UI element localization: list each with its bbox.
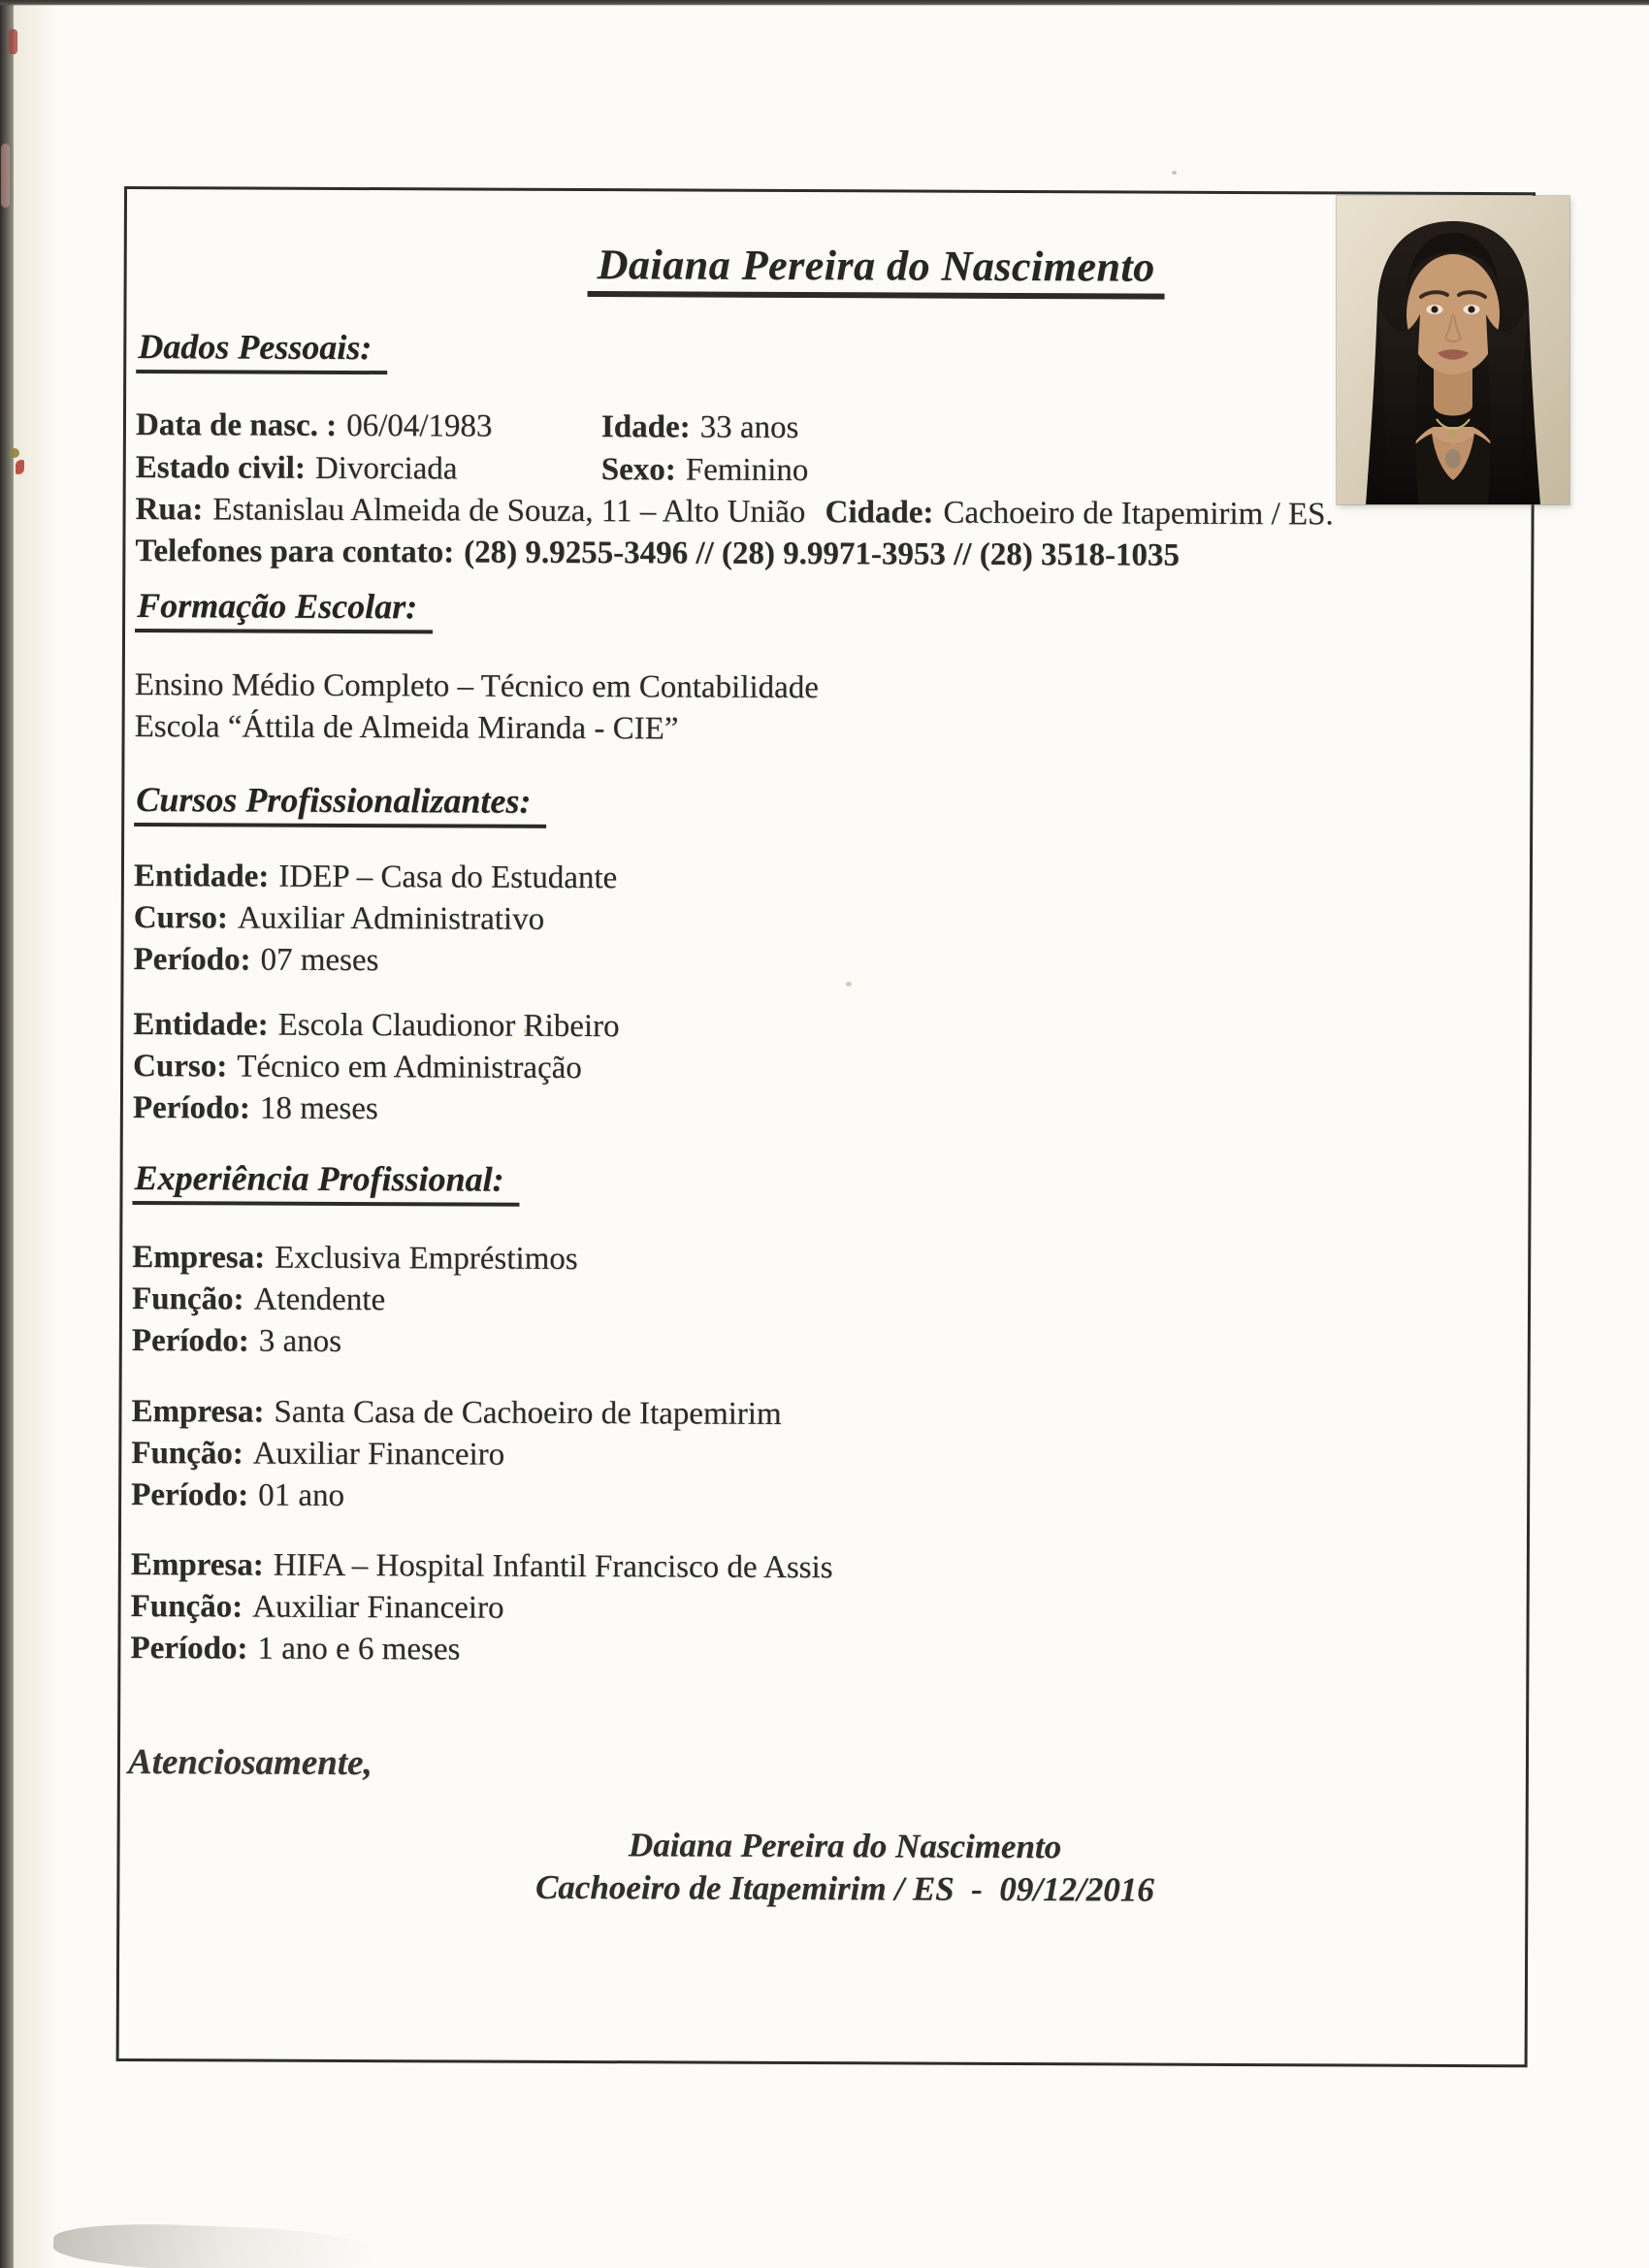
- experience-period: Período: 3 anos: [131, 1323, 342, 1359]
- signature-name: Daiana Pereira do Nascimento: [628, 1826, 1062, 1866]
- scan-smudge: [52, 2220, 374, 2268]
- street-label: Rua:: [135, 492, 204, 528]
- birth-value: 06/04/1983: [346, 407, 493, 444]
- marital-value: Divorciada: [314, 450, 458, 487]
- personal-line-marital: [136, 448, 1526, 493]
- experience-role: Função: Atendente: [131, 1281, 386, 1318]
- section-heading-experiencia: Experiência Profissional:: [132, 1157, 519, 1207]
- experience-company: Empresa: HIFA – Hospital Infantil Francisco de Assis: [130, 1546, 833, 1586]
- education-line-1: Ensino Médio Completo – Técnico em Contabilidade: [134, 667, 819, 706]
- scan-artifact: [9, 29, 17, 54]
- course-name: Curso: Auxiliar Administrativo: [133, 900, 545, 937]
- street-value: Estanislau Almeida de Souza, 11 – Alto União: [212, 492, 806, 531]
- age-pair: [601, 407, 799, 447]
- course-name: Curso: Técnico em Administração: [133, 1049, 582, 1086]
- scan-artifact: [16, 460, 24, 474]
- signature-place-date-row: [119, 1864, 1569, 1914]
- sex-label: Sexo:: [600, 452, 676, 488]
- scan-edge-top: [0, 0, 1649, 6]
- birth-label: Data de nasc. :: [135, 407, 338, 443]
- personal-line-birth: [136, 405, 1526, 450]
- sex-value: Feminino: [685, 452, 809, 489]
- section-heading-cursos: Cursos Profissionalizantes:: [134, 779, 546, 828]
- phones-label: Telefones para contato:: [135, 534, 455, 570]
- scan-artifact: [10, 448, 19, 458]
- marital-label: Estado civil:: [135, 450, 306, 486]
- experience-period: Período: 01 ano: [131, 1477, 345, 1513]
- id-photo-graphic: [1337, 196, 1569, 504]
- phones-value: (28) 9.9255-3496 // (28) 9.9971-3953 // (28) 3518-1035: [464, 535, 1180, 573]
- sex-pair: [601, 450, 809, 490]
- closing-salutation: Atenciosamente,: [127, 1741, 372, 1784]
- id-photo: [1337, 196, 1569, 504]
- experience-period: Período: 1 ano e 6 meses: [130, 1630, 461, 1668]
- personal-line-phones: [135, 532, 1525, 576]
- city-label: Cidade:: [824, 495, 934, 531]
- personal-line-address: [136, 490, 1526, 535]
- section-heading-dados-pessoais: Dados Pessoais:: [136, 326, 387, 374]
- signature-place-date: Cachoeiro de Itapemirim / ES - 09/12/2016: [534, 1867, 1154, 1909]
- scan-artifact: [1172, 171, 1177, 175]
- scan-edge-left-paper: [14, 0, 56, 2268]
- section-heading-formacao-escolar: Formação Escolar:: [135, 585, 433, 633]
- course-entity: Entidade: IDEP – Casa do Estudante: [133, 859, 618, 896]
- city-value: Cachoeiro de Itapemirim / ES.: [943, 495, 1334, 533]
- experience-role: Função: Auxiliar Financeiro: [130, 1588, 504, 1626]
- page-title: Daiana Pereira do Nascimento: [588, 240, 1165, 300]
- course-period: Período: 18 meses: [132, 1090, 378, 1127]
- experience-role: Função: Auxiliar Financeiro: [131, 1436, 505, 1473]
- course-entity: Entidade: Escola Claudionor Ribeiro: [133, 1007, 620, 1045]
- scan-artifact: [1, 144, 10, 208]
- education-line-2: Escola “Áttila de Almeida Miranda - CIE”: [134, 709, 679, 747]
- document-border-box: [116, 186, 1536, 2067]
- age-value: 33 anos: [699, 409, 799, 445]
- scan-edge-left: [0, 0, 14, 2268]
- signature-name-row: [119, 1822, 1569, 1871]
- experience-company: Empresa: Santa Casa de Cachoeiro de Itapemirim: [131, 1394, 782, 1432]
- age-label: Idade:: [600, 409, 691, 445]
- course-period: Período: 07 meses: [133, 942, 379, 979]
- experience-company: Empresa: Exclusiva Empréstimos: [132, 1240, 578, 1278]
